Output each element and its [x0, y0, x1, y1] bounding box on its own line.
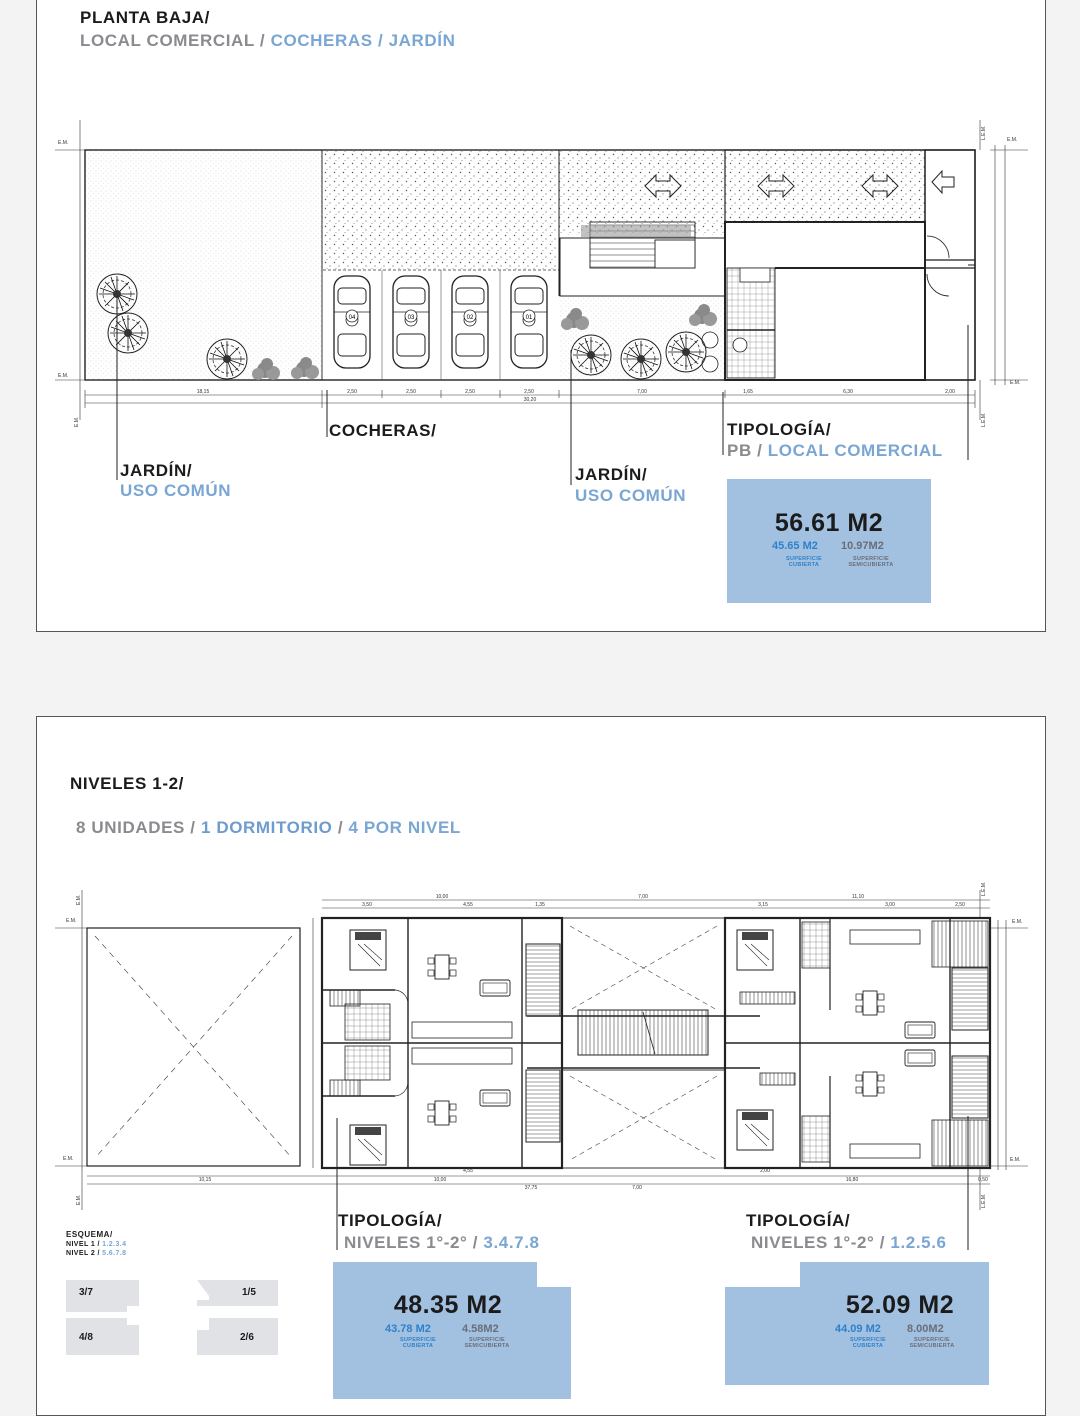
- area-b-covered-caption: SUPERFICIE CUBIERTA: [849, 1337, 886, 1349]
- dim-7-00-bottom: 7,00: [632, 1185, 642, 1191]
- dim-18-15: 18,15: [196, 389, 210, 395]
- levels-sub-por-nivel: 4 POR NIVEL: [348, 818, 461, 837]
- dim-11-10-top: 11,10: [851, 894, 865, 900]
- em-right-bottom: E.M.: [1010, 380, 1021, 386]
- dim-3-50-top: 3,50: [362, 902, 372, 908]
- ground-subtitle-local: LOCAL COMERCIAL /: [80, 31, 271, 50]
- dim-16-80-bottom: 16,80: [845, 1177, 859, 1183]
- lem-right-top: L.E.M.: [981, 125, 987, 140]
- jardin-label-left: JARDÍN/: [120, 461, 193, 480]
- tipologia-a-units: 3.4.7.8: [483, 1233, 540, 1252]
- tipologia-a-title: TIPOLOGÍA/: [338, 1211, 443, 1230]
- ground-subtitle-cocheras-jardin: COCHERAS / JARDÍN: [270, 31, 456, 50]
- dim-2-50-a: 2,50: [347, 389, 357, 395]
- cocheras-label: COCHERAS/: [329, 421, 437, 440]
- area-pb-covered: 45.65 M2: [772, 540, 818, 552]
- dim-37-75-bottom: 37,75: [524, 1185, 538, 1191]
- schema-level-2-units: 5.6.7.8: [102, 1250, 127, 1257]
- schema-title: ESQUEMA/: [66, 1230, 113, 1239]
- area-a-total: 48.35 M2: [393, 1291, 503, 1319]
- dim-7-00-top: 7,00: [638, 894, 648, 900]
- em-left-top: E.M.: [58, 140, 69, 146]
- car-number-04: 04: [348, 315, 356, 321]
- dim-3-15-top: 3,15: [758, 902, 768, 908]
- area-b-covered: 44.09 M2: [835, 1323, 881, 1335]
- schema-box-4-8: 4/8: [79, 1332, 93, 1343]
- car-number-03: 03: [407, 315, 415, 321]
- schema-box-2-6: 2/6: [240, 1332, 254, 1343]
- jardin-uso-left: USO COMÚN: [120, 481, 232, 500]
- lv-em-left-vert-bottom: E.M.: [76, 1194, 82, 1205]
- area-pb-semi: 10.97M2: [841, 540, 884, 552]
- area-b-total: 52.09 M2: [845, 1291, 955, 1319]
- tipologia-pb-prefix: PB /: [727, 441, 768, 460]
- schema-level-1-label: NIVEL 1 /: [66, 1241, 103, 1248]
- tipologia-a-subtitle: [344, 1233, 540, 1253]
- jardin-uso-right: USO COMÚN: [575, 486, 687, 505]
- schema-box-3-7: 3/7: [79, 1287, 93, 1298]
- area-a-covered-caption: SUPERFICIE CUBIERTA: [399, 1337, 436, 1349]
- dim-7-00: 7,00: [637, 389, 647, 395]
- area-b-semi-caption: SUPERFICIE SEMICUBIERTA: [909, 1337, 955, 1349]
- dim-10-00-top: 10,00: [435, 894, 449, 900]
- em-right-top: E.M.: [1007, 137, 1018, 143]
- lv-em-right-bottom: E.M.: [1010, 1157, 1021, 1163]
- dim-30-20: 30,20: [523, 397, 537, 403]
- schema-level-2-label: NIVEL 2 /: [66, 1250, 103, 1257]
- levels-sub-units: 8 UNIDADES /: [76, 818, 201, 837]
- car-number-02: 02: [466, 315, 474, 321]
- levels-title: NIVELES 1-2/: [70, 774, 184, 793]
- tipologia-b-title: TIPOLOGÍA/: [746, 1211, 851, 1230]
- tipologia-b-prefix: NIVELES 1°-2° /: [751, 1233, 891, 1252]
- area-box-a-shape: [333, 1262, 571, 1399]
- area-pb-semi-caption: SUPERFICIE SEMICUBIERTA: [848, 556, 894, 568]
- ground-floor-title: PLANTA BAJA/: [80, 8, 210, 27]
- schema-box-1-5: 1/5: [242, 1287, 256, 1298]
- dim-4-55-bottom: 4,55: [463, 1168, 473, 1174]
- levels-sub-dorm: 1 DORMITORIO: [200, 818, 333, 837]
- tipologia-pb-local: LOCAL COMERCIAL: [767, 441, 943, 460]
- dim-2-50-d: 2,50: [524, 389, 534, 395]
- area-a-covered: 43.78 M2: [385, 1323, 431, 1335]
- em-left-bottom: E.M.: [58, 373, 69, 379]
- tipologia-a-prefix: NIVELES 1°-2° /: [344, 1233, 484, 1252]
- dim-2-00-bottom: 2,00: [760, 1168, 770, 1174]
- area-a-semi: 4.58M2: [462, 1323, 499, 1335]
- area-pb-covered-caption: SUPERFICIE CUBIERTA: [785, 556, 822, 568]
- tipologia-pb-title: TIPOLOGÍA/: [727, 420, 832, 439]
- dim-2-50-c: 2,50: [465, 389, 475, 395]
- tipologia-b-subtitle: [751, 1233, 947, 1253]
- dim-3-00-top: 3,00: [885, 902, 895, 908]
- lv-em-left-bottom: E.M.: [63, 1156, 74, 1162]
- dim-2-00: 2,00: [945, 389, 955, 395]
- schema-level-1: [66, 1241, 126, 1248]
- dim-2-50-b: 2,50: [406, 389, 416, 395]
- dim-1-35-top: 1,35: [535, 902, 545, 908]
- lv-em-left-top: E.M.: [66, 918, 77, 924]
- car-number-01: 01: [525, 315, 533, 321]
- em-left-vertical: E.M.: [74, 416, 80, 427]
- dim-10-00-bottom: 10,00: [433, 1177, 447, 1183]
- lv-lem-right-top: L.E.M.: [981, 881, 987, 896]
- area-pb-total: 56.61 M2: [774, 509, 884, 537]
- lv-lem-right-bottom: L.E.M.: [981, 1193, 987, 1208]
- dim-6-30: 6,30: [843, 389, 853, 395]
- jardin-label-right: JARDÍN/: [575, 465, 648, 484]
- dim-10-15-bottom: 10,15: [198, 1177, 212, 1183]
- levels-sub-sep: /: [332, 818, 349, 837]
- area-b-semi: 8.00M2: [907, 1323, 944, 1335]
- lv-em-left-vert-top: E.M.: [76, 894, 82, 905]
- dim-4-55-top: 4,55: [463, 902, 473, 908]
- lv-em-right-top: E.M.: [1012, 919, 1023, 925]
- area-a-semi-caption: SUPERFICIE SEMICUBIERTA: [464, 1337, 510, 1349]
- tipologia-b-units: 1.2.5.6: [890, 1233, 947, 1252]
- lem-right-bottom: L.E.M.: [981, 412, 987, 427]
- dim-1-65: 1,65: [743, 389, 753, 395]
- schema-level-2: [66, 1250, 126, 1257]
- dim-2-50-top: 2,50: [955, 902, 965, 908]
- dim-0-50-bottom: 0,50: [978, 1177, 988, 1183]
- schema-level-1-units: 1.2.3.4: [102, 1241, 127, 1248]
